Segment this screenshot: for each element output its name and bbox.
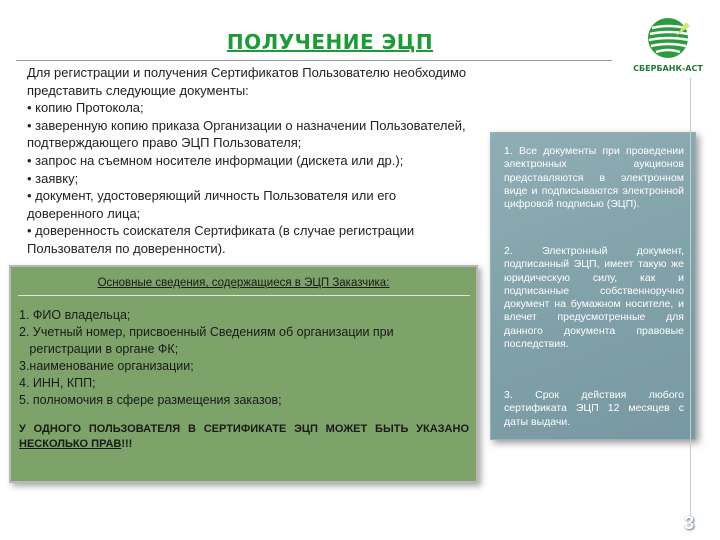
list-item: 1. ФИО владельца;: [19, 308, 131, 322]
ecp-info-divider: [18, 295, 470, 296]
ecp-rights-note: [19, 422, 469, 451]
logo-caption: СБЕРБАНК-АСТ: [633, 64, 703, 73]
note-exclamation: !!!: [121, 437, 133, 450]
intro-line: подтверждающего право ЭЦП Пользователя;: [27, 135, 302, 151]
intro-line: • запрос на съемном носителе информации (дискета или др.);: [27, 152, 404, 168]
sberbank-leaf-logo-icon: [626, 14, 710, 64]
intro-text-block: [27, 64, 527, 258]
title-underline-divider: [16, 60, 612, 61]
intro-line: • документ, удостоверяющий личность Пользователя или его: [27, 188, 397, 204]
note-emphasis: НЕСКОЛЬКО ПРАВ: [19, 437, 122, 450]
list-item: 2. Учетный номер, присвоенный Сведениям об организации при: [19, 325, 394, 339]
sberbank-ast-logo: [626, 14, 710, 74]
list-item: 3.наименование организации;: [19, 359, 194, 373]
ecp-info-list: [19, 307, 459, 409]
intro-line: Для регистрации и получения Сертификатов Пользователю необходимо: [27, 65, 467, 80]
intro-line: доверенного лица;: [27, 205, 141, 221]
intro-line: представить следующие документы:: [27, 82, 249, 98]
side-paragraph: 3. Срок действия любого сертификата ЭЦП 12 месяцев с даты выдачи.: [504, 389, 684, 428]
note-text: У ОДНОГО ПОЛЬЗОВАТЕЛЯ В СЕРТИФИКАТЕ ЭЦП МОЖЕТ БЫТЬ УКАЗАНО: [19, 423, 469, 435]
intro-line: • заявку;: [27, 170, 79, 186]
slide-title: ПОЛУЧЕНИЕ ЭЦП: [226, 30, 434, 54]
list-item: 5. полномочия в сфере размещения заказов;: [19, 393, 282, 407]
page-number: 3: [684, 513, 695, 533]
ecp-info-box: [9, 265, 478, 483]
list-item: 4. ИНН, КПП;: [19, 376, 96, 390]
intro-line: Пользователя по доверенности).: [27, 240, 226, 256]
ecp-info-header: Основные сведения, содержащиеся в ЭЦП Заказчика:: [97, 277, 390, 289]
intro-line: • копию Протокола;: [27, 100, 144, 116]
side-paragraph: 2. Электронный документ, подписанный ЭЦП, имеет такую же юридическую силу, как и подписанные собственноручно документ на бумажном носителе, и влечет предусмотренные для данного документа правовые последствия.: [504, 245, 684, 351]
right-edge-divider: [690, 78, 691, 518]
side-info-box: [490, 132, 696, 440]
list-item: регистрации в органе ФК;: [19, 342, 179, 356]
intro-line: • заверенную копию приказа Организации о назначении Пользователей,: [27, 117, 466, 133]
intro-line: • доверенность соискателя Сертификата (в случае регистрации: [27, 223, 415, 239]
side-paragraph: 1. Все документы при проведении электронных аукционов представляются в электронном виде и подписываются электронной цифровой подписью (ЭЦП).: [504, 145, 684, 211]
